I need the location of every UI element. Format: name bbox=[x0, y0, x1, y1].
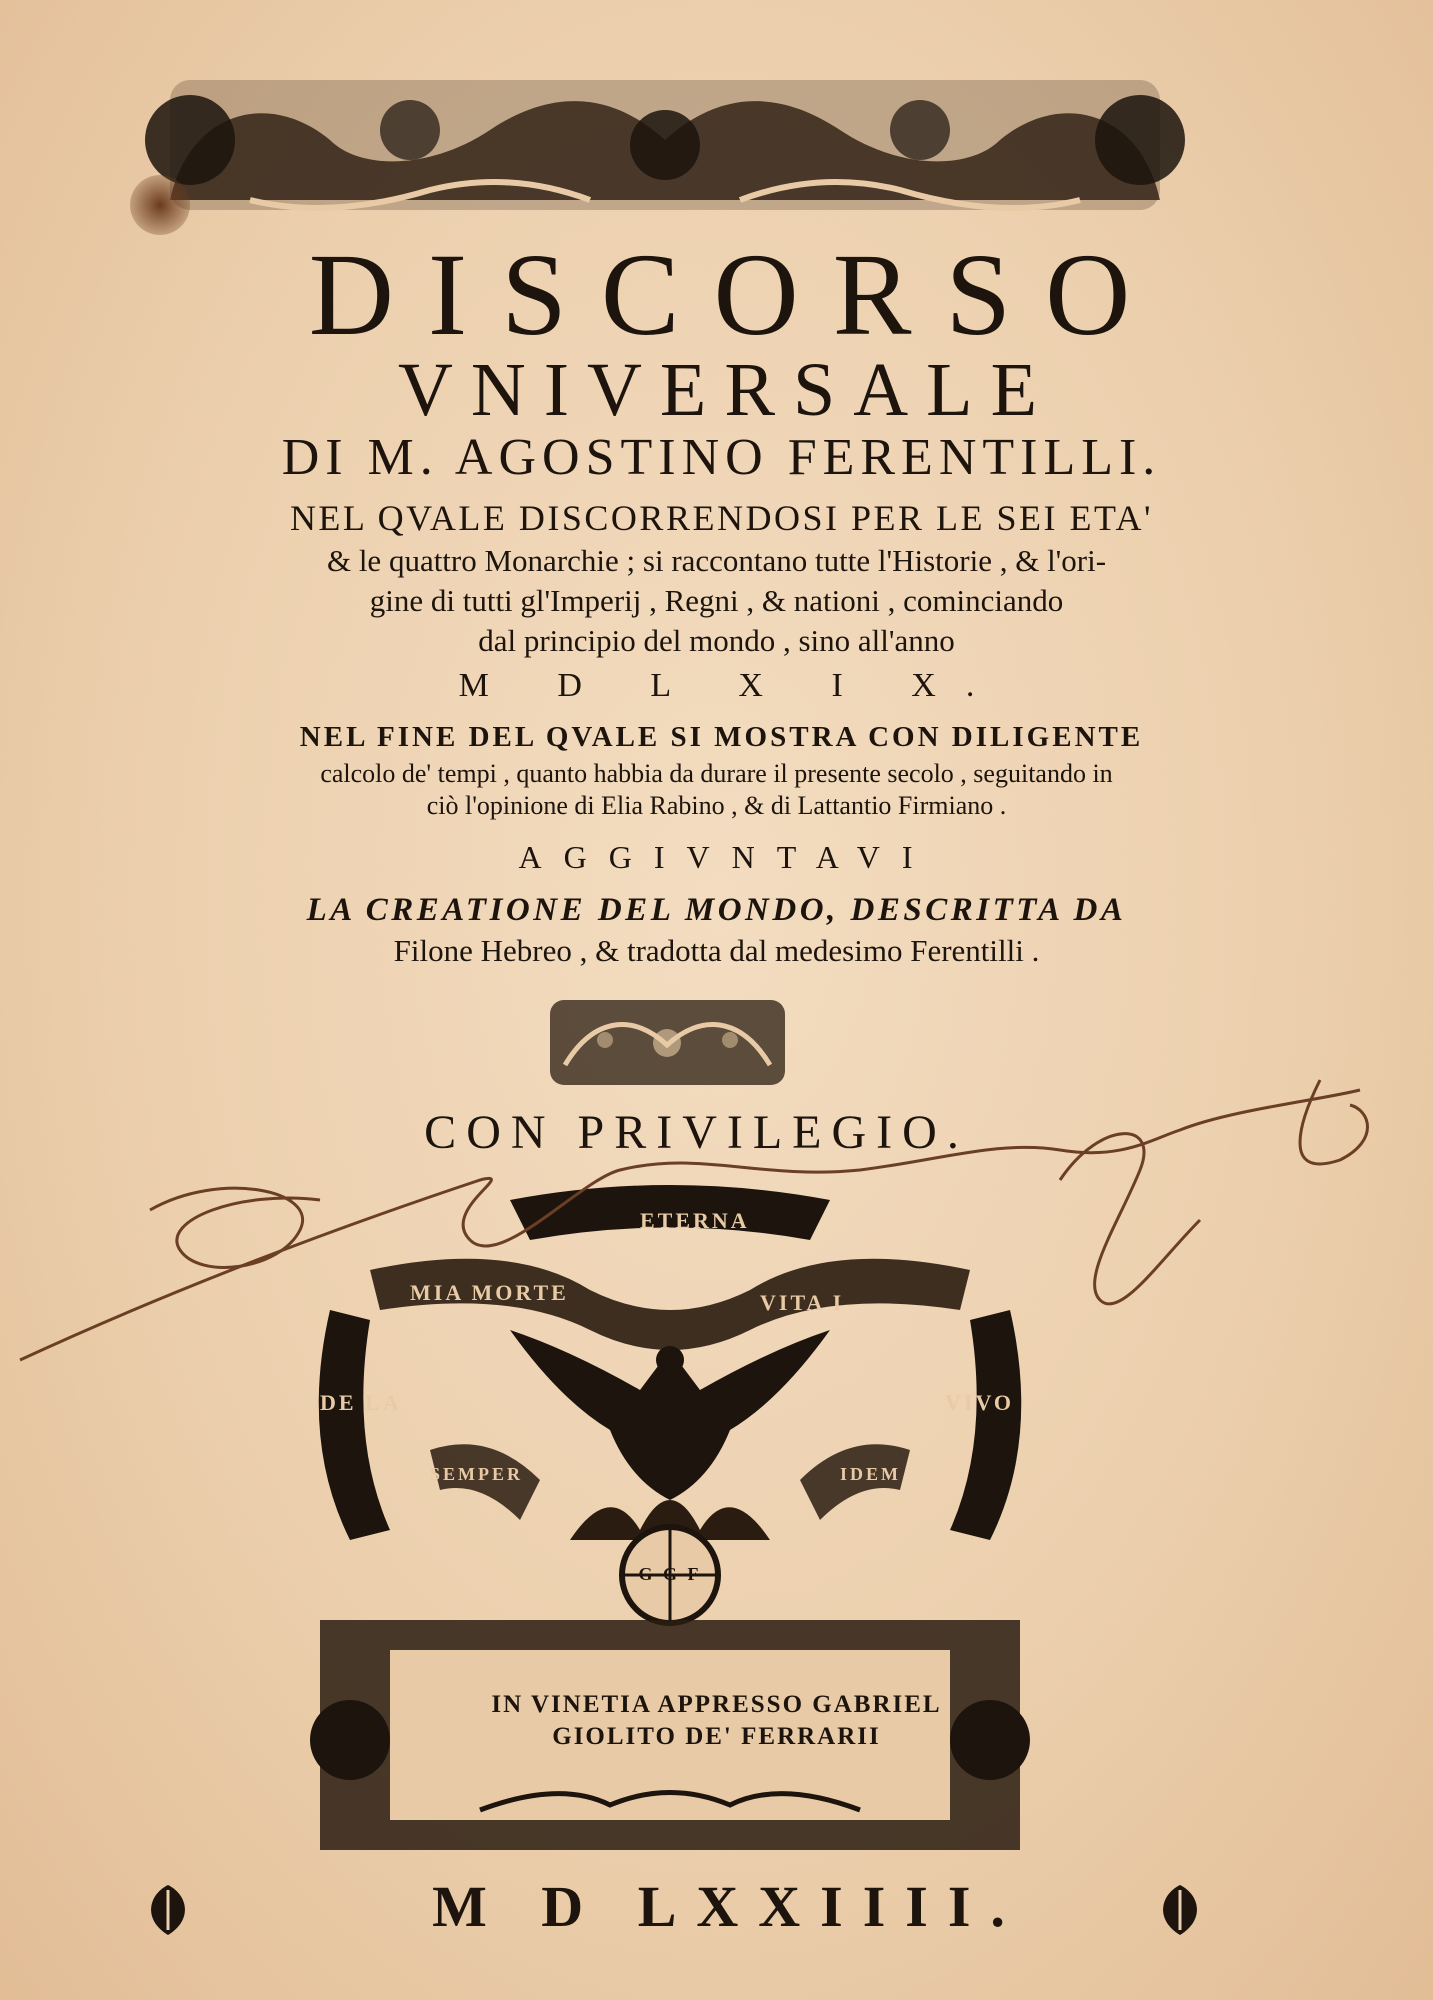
paragraph-2-line-3: ciò l'opinione di Elia Rabino , & di Lattantio Firmiano . bbox=[426, 791, 1007, 820]
banner-left: DE LA bbox=[320, 1390, 402, 1415]
banner-mid-left: MIA MORTE bbox=[410, 1280, 569, 1305]
subtitle-line-2: & le quattro Monarchie ; si raccontano tutte l'Historie , & l'ori- bbox=[326, 543, 1107, 578]
author-line: DI M. AGOSTINO FERENTILLI. bbox=[281, 429, 1162, 486]
imprint-year: M D LXXIIII. bbox=[432, 1874, 1025, 1939]
privilege-line: CON PRIVILEGIO. bbox=[424, 1106, 969, 1159]
ornamental-headpiece-icon bbox=[130, 50, 1200, 225]
subtitle-line-3: gine di tutti gl'Imperij , Regni , & nationi , cominciando bbox=[369, 583, 1064, 618]
paragraph-2-line-2: calcolo de' tempi , quanto habbia da durare il presente secolo , seguitando in bbox=[320, 759, 1113, 788]
title-line-1: DISCORSO bbox=[308, 229, 1165, 360]
ink-stain bbox=[130, 175, 190, 235]
subtitle-year: M D L X I X. bbox=[458, 667, 1005, 704]
banner-mid-right: VITA I bbox=[760, 1290, 845, 1315]
hedera-icon bbox=[1150, 1880, 1210, 1940]
subtitle-line-1: NEL QVALE DISCORRENDOSI PER LE SEI ETA' bbox=[289, 498, 1154, 538]
paragraph-2-line-1: NEL FINE DEL QVALE SI MOSTRA CON DILIGENTE bbox=[299, 721, 1144, 753]
ribbon-left: SEMPER bbox=[430, 1464, 524, 1484]
signature bbox=[0, 1060, 1433, 1380]
banner-right: VIVO bbox=[945, 1390, 1015, 1415]
title-line-2: VNIVERSALE bbox=[397, 348, 1056, 432]
ribbon-right: IDEM bbox=[840, 1464, 901, 1484]
addition-line-2: Filone Hebreo , & tradotta dal medesimo Ferentilli . bbox=[393, 933, 1040, 968]
imprint-line-1: IN VINETIA APPRESSO GABRIEL bbox=[491, 1691, 942, 1718]
banner-top: ETERNA bbox=[640, 1208, 750, 1233]
addition-line-1: LA CREATIONE DEL MONDO, DESCRITTA DA bbox=[306, 892, 1127, 928]
addition-heading: AGGIVNTAVI bbox=[518, 839, 935, 875]
imprint-line-2: GIOLITO DE' FERRARII bbox=[552, 1723, 881, 1750]
globe-letters: G G F bbox=[638, 1564, 702, 1584]
subtitle-line-4: dal principio del mondo , sino all'anno bbox=[478, 623, 955, 658]
